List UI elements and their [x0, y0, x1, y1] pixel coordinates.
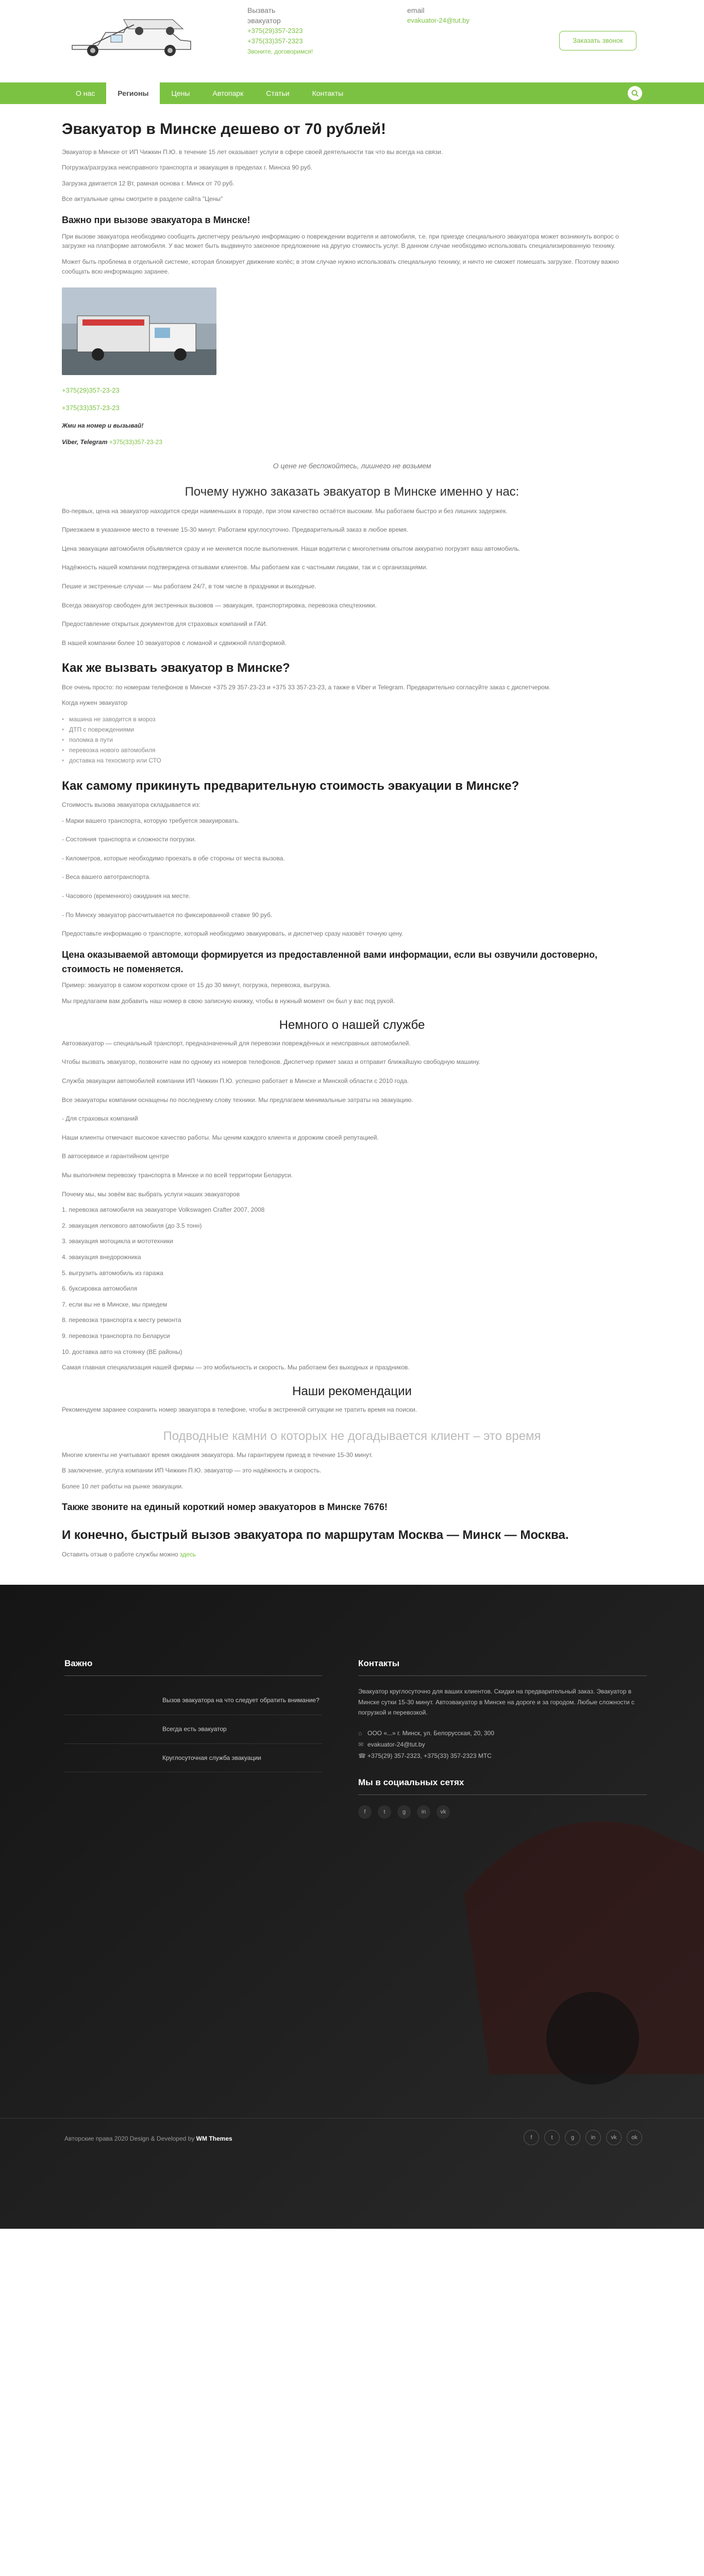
call-block: [247, 5, 313, 57]
header-phone-2[interactable]: +375(33)357-2323: [247, 37, 303, 45]
press-text: Жми на номер и вызывай!: [62, 421, 144, 429]
estimate-item-1: - Марки вашего транспорта, которую требуется эвакуировать.: [62, 817, 240, 824]
vk-icon[interactable]: vk: [606, 2130, 622, 2145]
header: [0, 0, 704, 82]
service-item-9: 9. перевозка транспорта по Беларуси: [62, 1332, 170, 1340]
about-title: Немного о нашей службе: [279, 1018, 425, 1032]
list-item: • перевозка нового автомобиля: [62, 745, 642, 755]
review-line: [62, 1550, 642, 1560]
intro-1: Эвакуатор в Минске от ИП Чижкин П.Ю. в течение 15 лет оказывает услуги в сфере своей деятельности так что вы всегда на связи.: [62, 148, 443, 156]
why-para-4: Надёжность нашей компании подтверждена отзывами клиентов. Мы работаем как с частными лицами, так и с организациями.: [62, 564, 428, 571]
nav-item-articles[interactable]: Статьи: [266, 89, 290, 97]
service-item-3: 3. эвакуация мотоцикла и мототехники: [62, 1238, 173, 1245]
footer-social-icons: [358, 1805, 647, 1819]
call-label: Вызвать: [247, 6, 276, 14]
footer-email-link[interactable]: evakuator-24@tut.by: [367, 1740, 425, 1748]
how-title: Как же вызвать эвакуатор в Минске?: [62, 661, 290, 675]
about-para-4: Все эвакуаторы компании оснащены по последнему слову техники. Мы предлагаем минимальные затраты на эвакуацию.: [62, 1096, 413, 1104]
list-item: • ДТП с повреждениями: [62, 724, 642, 735]
nav-item-regions[interactable]: Регионы: [106, 82, 160, 104]
google-icon[interactable]: g: [397, 1805, 411, 1819]
mail-icon: ✉: [358, 1740, 364, 1748]
service-item-6: 6. буксировка автомобиля: [62, 1285, 138, 1293]
lead-phones: [62, 385, 642, 447]
linkedin-icon[interactable]: in: [417, 1805, 430, 1819]
estimate-item-2: - Состояния транспорта и сложности погрузки.: [62, 836, 196, 843]
list-item: • доставка на техосмотр или СТО: [62, 755, 642, 766]
about-para-7: В автосервисе и гарантийном центре: [62, 1153, 170, 1160]
nav-item-about[interactable]: О нас: [76, 89, 95, 97]
estimate-item-3: - Километров, которые необходимо проехать в обе стороны от места вызова.: [62, 854, 285, 862]
footer-bottom-bar: [0, 2118, 704, 2159]
facebook-icon[interactable]: f: [524, 2130, 539, 2145]
viber-line: [62, 437, 642, 447]
pitfalls-title: Подводные камни о которых не догадывается клиент – это время: [163, 1429, 541, 1443]
footer-link-1[interactable]: Вызов эвакуатора на что следует обратить внимание?: [64, 1686, 322, 1715]
footer-about-text: Эвакуатор круглосуточно для ваших клиентов. Скидки на предварительный заказ. Эвакуатор в Минске сутки 15-30 минут. Автоэвакуатор в Минске на дороге и за городом. Любые сложности с погрузкой и перевозкой.: [358, 1688, 634, 1717]
route-title: И конечно, быстрый вызов эвакуатора по маршрутам Москва — Минск — Москва.: [62, 1528, 569, 1543]
intro-4: Все актуальные цены смотрите в разделе сайта "Цены": [62, 195, 223, 203]
header-email[interactable]: evakuator-24@tut.by: [407, 16, 470, 24]
footer-bottom-icons: [524, 2130, 642, 2145]
google-icon[interactable]: g: [565, 2130, 580, 2145]
facebook-icon[interactable]: f: [358, 1805, 372, 1819]
estimate-item-5: - Часового (временного) ожидания на месте.: [62, 892, 191, 900]
estimate-item-6: - По Минску эвакуатор рассчитывается по фиксированной ставке 90 руб.: [62, 911, 273, 919]
pitfalls-para-3: Более 10 лет работы на рынке эвакуации.: [62, 1482, 183, 1490]
services-list: [62, 1205, 642, 1357]
footer-email: [358, 1739, 647, 1750]
page-title: Эвакуатор в Минске дешево от 70 рублей!: [62, 121, 387, 138]
about-para-5: - Для страховых компаний: [62, 1115, 138, 1123]
footer-address: [358, 1727, 647, 1739]
price-para-2: Мы предлагаем вам добавить наш номер в свою записную книжку, чтобы в нужный момент он был у вас под рукой.: [62, 997, 395, 1005]
linkedin-icon[interactable]: in: [585, 2130, 601, 2145]
important-title: Важно при вызове эвакуатора в Минске!: [62, 214, 250, 225]
why-para-7: Предоставление открытых документов для страховых компаний и ГАИ.: [62, 620, 267, 628]
service-item-4: 4. эвакуация внедорожника: [62, 1253, 141, 1261]
why-para-2: Приезжаем в указанное место в течение 15-30 минут. Работаем круглосуточно. Предварительный заказ в любое время.: [62, 526, 408, 534]
twitter-icon[interactable]: t: [378, 1805, 391, 1819]
footer-address-text: ООО «...» г. Минск, ул. Белорусская, 20, 300: [367, 1729, 495, 1737]
phone-icon: ☎: [358, 1752, 366, 1759]
estimate-item-4: - Веса вашего автотранспорта.: [62, 873, 151, 881]
service-item-1: 1. перевозка автомобиля на эвакуаторе Volkswagen Crafter 2007, 2008: [62, 1206, 265, 1214]
copyright: [64, 2134, 232, 2144]
how-para: Все очень просто: по номерам телефонов в Минске +375 29 357-23-23 и +375 33 357-23-23, а также в Viber и Telegram. Предварительно согласуйте заказ с диспетчером.: [62, 683, 551, 691]
footer-social-title: Мы в социальных сетях: [358, 1776, 647, 1795]
how-subhead: Когда нужен эвакуатор: [62, 699, 128, 707]
estimate-intro: Стоимость вызова эвакуатора складывается из:: [62, 801, 200, 808]
services-title: Почему мы, мы зовём вас выбрать услуги наших эвакуаторов: [62, 1190, 240, 1198]
why-para-6: Всегда эвакуатор свободен для экстренных вызовов — эвакуация, транспортировка, перевозка спецтехники.: [62, 601, 377, 609]
tagline: О цене не беспокойтесь, лишнего не возьмем: [273, 461, 431, 470]
header-phone-1[interactable]: +375(29)357-2323: [247, 27, 303, 35]
viber-phone[interactable]: +375(33)357-23-23: [109, 438, 162, 446]
location-icon: ⌂: [358, 1729, 362, 1737]
nav-list: [64, 82, 355, 104]
service-item-8: 8. перевозка транспорта к месту ремонта: [62, 1316, 181, 1324]
price-para: Пример: эвакуатор в самом коротком сроке от 15 до 30 минут, погрузка, перевозка, выгрузка.: [62, 981, 331, 989]
about-para-1: Автоэвакуатор — специальный транспорт, предназначенный для перевозки повреждённых и неисправных автомобилей.: [62, 1039, 411, 1047]
service-item-7: 7. если вы не в Минске, мы приедем: [62, 1300, 167, 1308]
main-nav: [0, 82, 704, 104]
vk-icon[interactable]: vk: [437, 1805, 450, 1819]
tow-truck-photo: [62, 287, 216, 375]
callback-button[interactable]: Заказать звонок: [559, 31, 636, 50]
worktime: Звоните, договоримся!: [247, 48, 313, 55]
viber-label: Viber, Telegram: [62, 438, 108, 446]
about-para-6: Наши клиенты отмечают высокое качество работы. Мы ценим каждого клиента и дорожим своей репутацией.: [62, 1133, 379, 1141]
estimate-list: [62, 816, 642, 920]
important-para-2: Может быть проблема в отдельной системе, которая блокирует движение колёс; в этом случае нужно использовать специальную технику, и ничто не сможет помешать загрузке. Поэтому важно сообщать всю информацию заранее.: [62, 258, 619, 275]
lead-phone-1[interactable]: +375(29)357-23-23: [62, 386, 120, 395]
email-label: email: [407, 6, 425, 14]
search-button[interactable]: [628, 86, 642, 100]
twitter-icon[interactable]: t: [544, 2130, 560, 2145]
about-para-8: Мы выполняем перевозку транспорта в Минске и по всей территории Беларуси.: [62, 1172, 293, 1179]
about-para-2: Чтобы вызвать эвакуатор, позвоните нам по одному из номеров телефонов. Диспетчер примет заказ и отправит ближайшую свободную машину.: [62, 1058, 480, 1066]
service-item-5: 5. выгрузить автомобиль из гаража: [62, 1269, 163, 1277]
review-link[interactable]: здесь: [179, 1550, 196, 1558]
footer-link-2[interactable]: Всегда есть эвакуатор: [64, 1715, 322, 1744]
service-item-10: 10. доставка авто на стоянку (ВЕ районы): [62, 1348, 182, 1355]
why-list: [62, 506, 642, 648]
recommend-para: Рекомендуем заранее сохранить номер эвакуатора в телефоне, чтобы в экстренной ситуации не тратить время на поиски.: [62, 1405, 417, 1413]
about-para-3: Служба эвакуации автомобилей компании ИП Чижкин П.Ю. успешно работает в Минске и Минской области с 2010 года.: [62, 1077, 409, 1085]
service-item-2: 2. эвакуация легкового автомобиля (до 3.5 тонн): [62, 1222, 202, 1229]
how-list: [62, 714, 642, 766]
lead-phone-2[interactable]: +375(33)357-23-23: [62, 404, 120, 412]
footer-important-title: Важно: [64, 1657, 322, 1676]
footer-phones: [358, 1750, 647, 1761]
footer-phones-text[interactable]: +375(29) 357-2323, +375(33) 357-2323 МТС: [367, 1752, 492, 1759]
list-item: • машина не заводится в мороз: [62, 714, 642, 724]
nav-item-prices[interactable]: Цены: [171, 89, 190, 97]
about-block: [62, 1039, 642, 1180]
search-icon: [631, 90, 639, 97]
nav-item-contacts[interactable]: Контакты: [312, 89, 344, 97]
footer-important: [64, 1657, 322, 1772]
intro-3: Загрузка двигается 12 Вт, рамная основа г. Минск от 70 руб.: [62, 179, 234, 187]
footer: [0, 1585, 704, 2229]
why-title: Почему нужно заказать эвакуатор в Минске именно у нас:: [185, 485, 519, 499]
short-number-title: Также звоните на единый короткий номер эвакуаторов в Минске 7676!: [62, 1502, 388, 1513]
developer-brand[interactable]: WM Themes: [196, 2135, 232, 2143]
why-para-8: В нашей компании более 10 эвакуаторов с ломаной и сдвижной платформой.: [62, 639, 287, 647]
footer-link-3[interactable]: Круглосуточная служба эвакуации: [64, 1744, 322, 1773]
estimate-outro: Предоставьте информацию о транспорте, который необходимо эвакуировать, и диспетчер сразу назовёт точную цену.: [62, 930, 404, 938]
main-content: [62, 104, 642, 1559]
why-para-5: Пешие и экстренные случаи — мы работаем 24/7, в том числе в праздники и выходные.: [62, 583, 316, 590]
nav-item-fleet[interactable]: Автопарк: [212, 89, 244, 97]
call-label-2: эвакуатор: [247, 16, 281, 25]
recommend-title: Наши рекомендации: [292, 1384, 412, 1398]
copyright-text: Авторские права 2020 Design & Developed by: [64, 2135, 195, 2143]
why-para-3: Цена эвакуации автомобиля объявляется сразу и не меняется после выполнения. Наши водители с многолетним опытом аккуратно погрузят ваш автомобиль.: [62, 545, 521, 552]
services-outro: Самая главная специализация нашей фирмы — это мобильность и скорость. Мы работаем без выходных и праздников.: [62, 1364, 410, 1371]
pitfalls-para-1: Многие клиенты не учитывают время ожидания эвакуатора. Мы гарантируем приезд в течение 15-30 минут.: [62, 1451, 373, 1459]
price-title: Цена оказываемой автомощи формируется из предоставленной вами информации, если вы озвучили достоверно, стоимость не поменяется.: [62, 949, 598, 974]
pitfalls-para-2: В заключение, услуга компании ИП Чижкин П.Ю. эвакуатор — это надёжность и скорость.: [62, 1467, 322, 1475]
intro-2: Погрузка/разгрузка неисправного транспорта и эвакуация в пределах г. Минска 90 руб.: [62, 164, 312, 172]
footer-contacts: [358, 1657, 647, 1819]
important-para-1: При вызове эвакуатора необходимо сообщить диспетчеру реальную информацию о повреждении водителя и автомобиля, т.е. при приезде специального эвакуатора может возникнуть вопрос о загрузке на платформе автомобиля. У вас может быть выдвинуто законное предложение на другую стоимость услуг. В данном случае необходимо использовать специализированную технику.: [62, 232, 619, 250]
email-block: [407, 5, 470, 26]
review-text: Оставить отзыв о работе службы можно: [62, 1550, 178, 1558]
why-para-1: Во-первых, цена на эвакуатор находится среди наименьших в городе, при этом качество остаётся высоким. Мы работаем быстро и без лишних задержек.: [62, 507, 508, 515]
tow-truck-logo[interactable]: [62, 4, 201, 65]
footer-contacts-title: Контакты: [358, 1657, 647, 1676]
estimate-title: Как самому прикинуть предварительную стоимость эвакуации в Минске?: [62, 778, 519, 793]
odnoklassniki-icon[interactable]: ok: [627, 2130, 642, 2145]
list-item: • поломка в пути: [62, 735, 642, 745]
